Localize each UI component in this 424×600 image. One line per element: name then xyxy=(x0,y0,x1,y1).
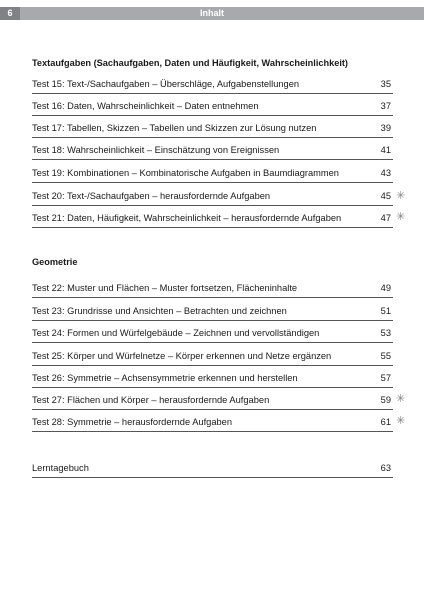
toc-entry[interactable] xyxy=(32,93,393,116)
toc-entry[interactable] xyxy=(32,205,393,228)
page-header-title: Inhalt xyxy=(200,8,224,18)
toc-entry-page: 57 xyxy=(380,373,391,383)
toc-entry-page: 63 xyxy=(380,463,391,473)
toc-entry[interactable] xyxy=(32,387,393,410)
toc-entry-title: Test 28: Symmetrie – herausfordernde Aufgaben xyxy=(32,417,233,427)
toc-entry-page: 59 xyxy=(380,395,391,405)
toc-entry-title: Test 25: Körper und Würfelnetze – Körper erkennen und Netze ergänzen xyxy=(32,351,332,361)
toc-entry-title: Lerntagebuch xyxy=(32,463,89,473)
toc-entry-lerntagebuch[interactable] xyxy=(32,455,393,478)
toc-entry-page: 47 xyxy=(380,213,391,223)
toc-entry[interactable] xyxy=(32,115,393,138)
toc-entry[interactable] xyxy=(32,183,393,206)
toc-entry[interactable] xyxy=(32,298,393,321)
toc-entry-title: Test 27: Flächen und Körper – herausfordernde Aufgaben xyxy=(32,395,270,405)
toc-entry-page: 53 xyxy=(380,328,391,338)
toc-entry-title: Test 15: Text-/Sachaufgaben – Überschläge, Aufgabenstellungen xyxy=(32,79,300,89)
toc-entry-title: Test 16: Daten, Wahrscheinlichkeit – Daten entnehmen xyxy=(32,101,259,111)
toc-entry[interactable] xyxy=(32,343,393,366)
toc-entry-title: Test 20: Text-/Sachaufgaben – herausfordernde Aufgaben xyxy=(32,191,271,201)
page-number: 6 xyxy=(0,7,20,20)
toc-entry[interactable] xyxy=(32,160,393,183)
toc-entry-page: 61 xyxy=(380,417,391,427)
toc-entry-title: Test 18: Wahrscheinlichkeit – Einschätzung von Ereignissen xyxy=(32,145,280,155)
toc-entry-title: Test 26: Symmetrie – Achsensymmetrie erkennen und herstellen xyxy=(32,373,298,383)
challenge-star-icon: ✳ xyxy=(396,415,406,427)
section-heading-textaufgaben: Textaufgaben (Sachaufgaben, Daten und Häufigkeit, Wahrscheinlichkeit) xyxy=(32,58,348,68)
toc-entry-page: 35 xyxy=(380,79,391,89)
challenge-star-icon: ✳ xyxy=(396,211,406,223)
toc-entry[interactable] xyxy=(32,275,393,298)
toc-entry-page: 37 xyxy=(380,101,391,111)
toc-entry[interactable] xyxy=(32,71,393,94)
toc-entry-page: 43 xyxy=(380,168,391,178)
toc-entry-title: Test 19: Kombinationen – Kombinatorische Aufgaben in Baumdiagrammen xyxy=(32,168,339,178)
toc-entry-title: Test 21: Daten, Häufigkeit, Wahrscheinlichkeit – herausfordernde Aufgaben xyxy=(32,213,342,223)
toc-entry-title: Test 24: Formen und Würfelgebäude – Zeichnen und vervollständigen xyxy=(32,328,320,338)
challenge-star-icon: ✳ xyxy=(396,393,406,405)
toc-entry-page: 49 xyxy=(380,283,391,293)
toc-entry-title: Test 23: Grundrisse und Ansichten – Betrachten und zeichnen xyxy=(32,306,287,316)
toc-entry-page: 45 xyxy=(380,191,391,201)
toc-entry-page: 55 xyxy=(380,351,391,361)
section-heading-geometrie: Geometrie xyxy=(32,257,78,267)
toc-entry-title: Test 17: Tabellen, Skizzen – Tabellen und Skizzen zur Lösung nutzen xyxy=(32,123,317,133)
toc-entry[interactable] xyxy=(32,137,393,160)
toc-entry-page: 51 xyxy=(380,306,391,316)
challenge-star-icon: ✳ xyxy=(396,190,406,202)
toc-entry[interactable] xyxy=(32,320,393,343)
toc-entry[interactable] xyxy=(32,365,393,388)
toc-entry-page: 39 xyxy=(380,123,391,133)
toc-entry-title: Test 22: Muster und Flächen – Muster fortsetzen, Flächeninhalte xyxy=(32,283,298,293)
toc-entry[interactable] xyxy=(32,409,393,432)
toc-entry-page: 41 xyxy=(380,145,391,155)
header-bar xyxy=(0,7,424,20)
